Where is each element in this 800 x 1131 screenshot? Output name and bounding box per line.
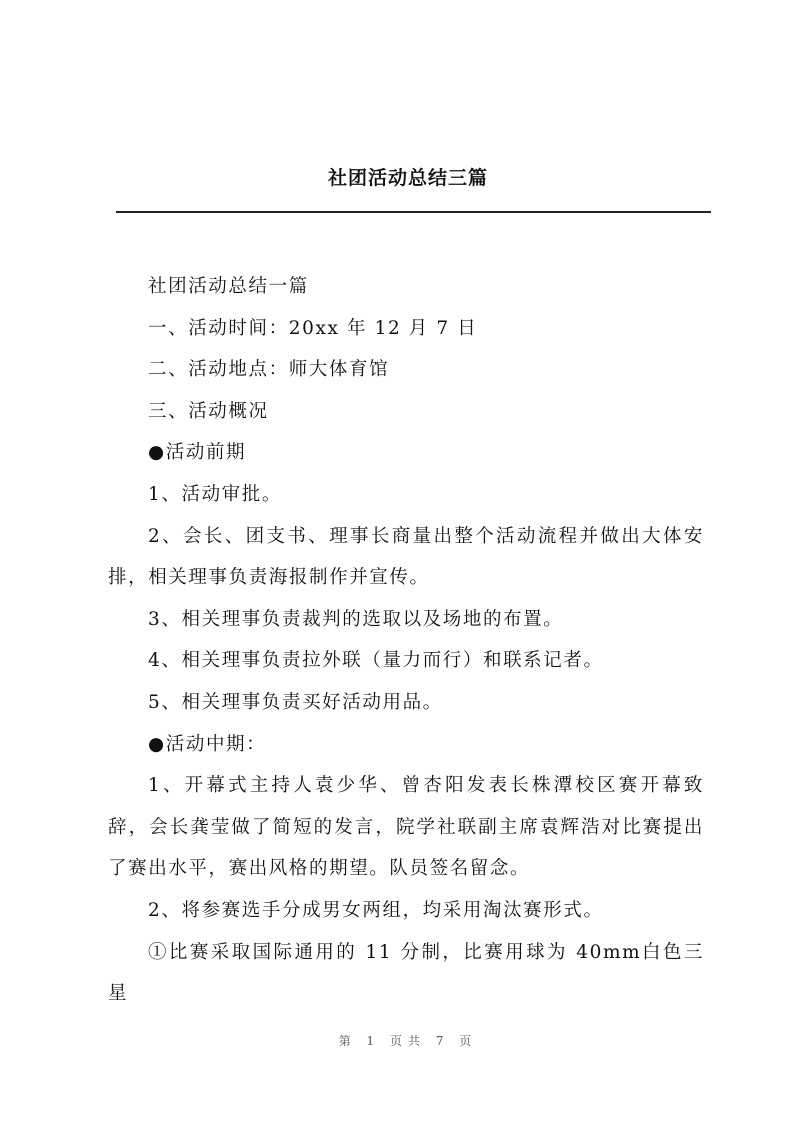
page-footer: 第 1 页共 7 页 [338,1034,478,1048]
paragraph: ●活动中期： [148,733,267,755]
paragraph: 三、活动概况 [148,400,269,422]
paragraph: 二、活动地点：师大体育馆 [148,359,390,381]
paragraph: 4、相关理事负责拉外联（量力而行）和联系记者。 [148,650,604,672]
paragraph: 1、开幕式主持人袁少华、曾杏阳发表长株潭校区赛开幕致辞，会长龚莹做了简短的发言，院学社联副主席袁辉浩对比赛提出了赛出水平，赛出风格的期望。队员签名留念。 [108,775,704,880]
paragraph: 2、会长、团支书、理事长商量出整个活动流程并做出大体安排，相关理事负责海报制作并宣传。 [108,525,704,589]
page-title: 社团活动总结三篇 [327,167,488,189]
document-body [108,266,704,1015]
paragraph: 3、相关理事负责裁判的选取以及场地的布置。 [148,608,564,630]
paragraph: 2、将参赛选手分成男女两组，均采用淘汰赛形式。 [148,899,604,921]
paragraph: 5、相关理事负责买好活动用品。 [148,691,443,713]
paragraph: 一、活动时间：20xx 年 12 月 7 日 [148,317,478,339]
paragraph: 1、活动审批。 [148,483,282,505]
paragraph: ●活动前期 [148,442,247,464]
paragraph: 社团活动总结一篇 [148,276,309,297]
title-divider [116,211,711,213]
paragraph: ①比赛采取国际通用的 11 分制，比赛用球为 40mm白色三星 [108,941,704,1005]
